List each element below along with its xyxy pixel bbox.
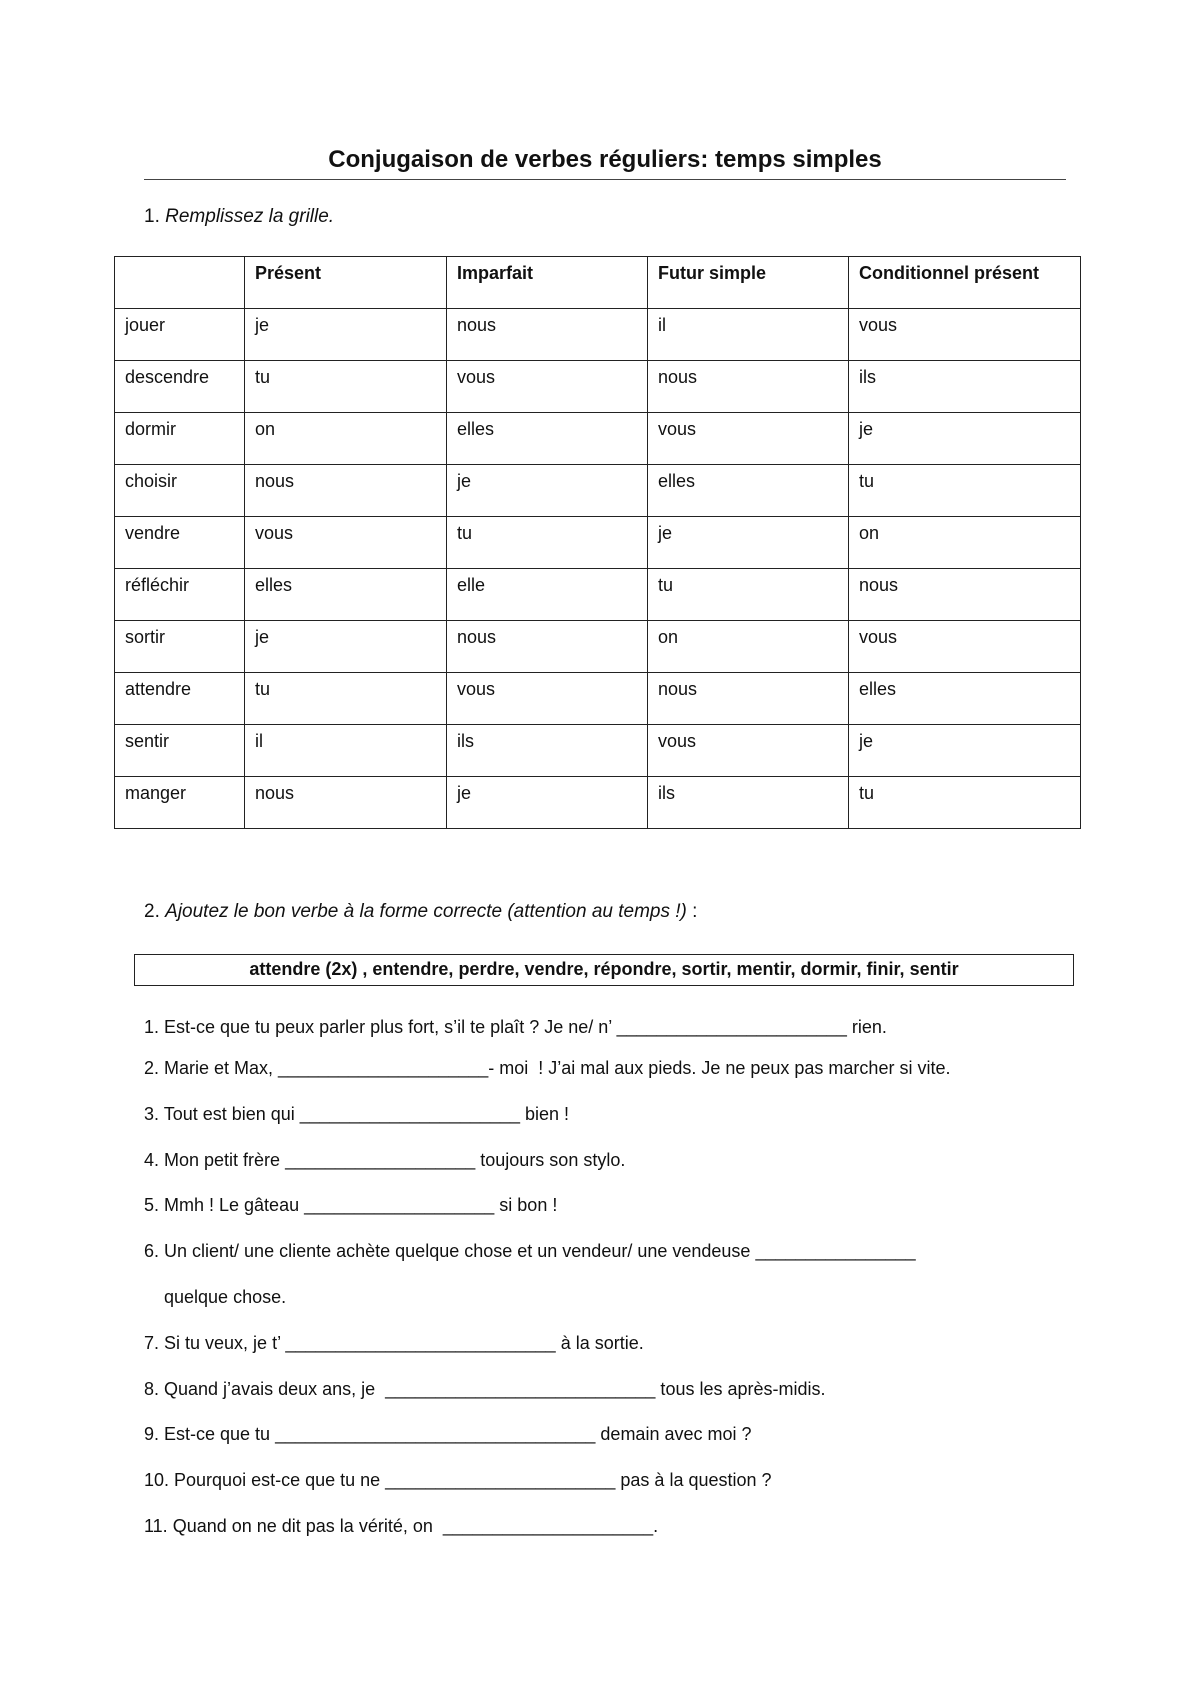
- answer-cell[interactable]: je: [849, 413, 1081, 465]
- answer-cell[interactable]: vous: [447, 673, 648, 725]
- answer-cell[interactable]: tu: [245, 361, 447, 413]
- grid-header-imparfait: Imparfait: [447, 257, 648, 309]
- section-2-suffix: :: [686, 901, 698, 922]
- answer-cell[interactable]: tu: [648, 569, 849, 621]
- verb-cell: réfléchir: [115, 569, 245, 621]
- table-row: [115, 465, 1081, 517]
- answer-cell[interactable]: vous: [849, 309, 1081, 361]
- grid-header-futur: Futur simple: [648, 257, 849, 309]
- page-title: Conjugaison de verbes réguliers: temps simples: [328, 146, 882, 173]
- answer-cell[interactable]: il: [245, 725, 447, 777]
- table-row: [115, 673, 1081, 725]
- answer-cell[interactable]: nous: [245, 777, 447, 829]
- answer-cell[interactable]: nous: [648, 361, 849, 413]
- answer-cell[interactable]: nous: [648, 673, 849, 725]
- verb-cell: sentir: [115, 725, 245, 777]
- answer-cell[interactable]: elles: [849, 673, 1081, 725]
- exercise-line: 9. Est-ce que tu ________________________________ demain avec moi ?: [144, 1424, 752, 1444]
- section-1-instruction: Remplissez la grille.: [165, 206, 335, 227]
- answer-cell[interactable]: tu: [447, 517, 648, 569]
- answer-cell[interactable]: je: [245, 621, 447, 673]
- exercise-line: 6. Un client/ une cliente achète quelque chose et un vendeur/ une vendeuse ________________: [144, 1241, 916, 1261]
- table-row: [115, 777, 1081, 829]
- answer-cell[interactable]: vous: [648, 725, 849, 777]
- verb-cell: choisir: [115, 465, 245, 517]
- verb-cell: manger: [115, 777, 245, 829]
- verb-cell: vendre: [115, 517, 245, 569]
- verb-cell: dormir: [115, 413, 245, 465]
- answer-cell[interactable]: elles: [447, 413, 648, 465]
- answer-cell[interactable]: vous: [447, 361, 648, 413]
- exercise-line: 3. Tout est bien qui ______________________ bien !: [144, 1104, 570, 1124]
- grid-header-present: Présent: [245, 257, 447, 309]
- grid-header-row: [115, 257, 1081, 309]
- exercise-line: 2. Marie et Max, _____________________- moi ! J’ai mal aux pieds. Je ne peux pas marcher si vite.: [144, 1058, 951, 1078]
- section-2-instruction: Ajoutez le bon verbe à la forme correcte (attention au temps !): [165, 901, 687, 922]
- answer-cell[interactable]: vous: [849, 621, 1081, 673]
- answer-cell[interactable]: nous: [849, 569, 1081, 621]
- exercise-line-continuation: quelque chose.: [144, 1287, 287, 1307]
- grid-header-conditionnel: Conditionnel présent: [849, 257, 1081, 309]
- section-1-number: 1.: [144, 206, 160, 227]
- answer-cell[interactable]: je: [447, 465, 648, 517]
- table-row: [115, 361, 1081, 413]
- section-1-heading: [144, 206, 334, 228]
- verb-cell: attendre: [115, 673, 245, 725]
- answer-cell[interactable]: on: [245, 413, 447, 465]
- table-row: [115, 309, 1081, 361]
- answer-cell[interactable]: nous: [447, 621, 648, 673]
- answer-cell[interactable]: je: [245, 309, 447, 361]
- answer-cell[interactable]: ils: [447, 725, 648, 777]
- table-row: [115, 517, 1081, 569]
- answer-cell[interactable]: ils: [849, 361, 1081, 413]
- grid-header-blank: [115, 257, 245, 309]
- table-row: [115, 413, 1081, 465]
- answer-cell[interactable]: tu: [849, 465, 1081, 517]
- section-2-number: 2.: [144, 901, 160, 922]
- answer-cell[interactable]: vous: [648, 413, 849, 465]
- title-underline: [144, 179, 1066, 180]
- answer-cell[interactable]: il: [648, 309, 849, 361]
- answer-cell[interactable]: je: [447, 777, 648, 829]
- answer-cell[interactable]: on: [648, 621, 849, 673]
- answer-cell[interactable]: elles: [245, 569, 447, 621]
- answer-cell[interactable]: tu: [245, 673, 447, 725]
- verb-cell: jouer: [115, 309, 245, 361]
- table-row: [115, 569, 1081, 621]
- exercise-line: 8. Quand j’avais deux ans, je ___________________________ tous les après-midis.: [144, 1379, 826, 1399]
- exercise-line: 10. Pourquoi est-ce que tu ne _______________________ pas à la question ?: [144, 1470, 772, 1490]
- verb-cell: sortir: [115, 621, 245, 673]
- exercise-line: 5. Mmh ! Le gâteau ___________________ si bon !: [144, 1195, 558, 1215]
- answer-cell[interactable]: tu: [849, 777, 1081, 829]
- answer-cell[interactable]: ils: [648, 777, 849, 829]
- answer-cell[interactable]: nous: [447, 309, 648, 361]
- answer-cell[interactable]: on: [849, 517, 1081, 569]
- answer-cell[interactable]: elle: [447, 569, 648, 621]
- answer-cell[interactable]: vous: [245, 517, 447, 569]
- word-bank: attendre (2x) , entendre, perdre, vendre, répondre, sortir, mentir, dormir, finir, sentir: [134, 954, 1074, 986]
- answer-cell[interactable]: elles: [648, 465, 849, 517]
- exercise-line: 4. Mon petit frère ___________________ toujours son stylo.: [144, 1150, 626, 1170]
- exercise-line: 7. Si tu veux, je t’ ___________________________ à la sortie.: [144, 1333, 644, 1353]
- answer-cell[interactable]: je: [648, 517, 849, 569]
- conjugation-grid: [114, 256, 1081, 829]
- table-row: [115, 621, 1081, 673]
- answer-cell[interactable]: nous: [245, 465, 447, 517]
- verb-cell: descendre: [115, 361, 245, 413]
- table-row: [115, 725, 1081, 777]
- exercise-line: 11. Quand on ne dit pas la vérité, on _____________________.: [144, 1516, 659, 1536]
- answer-cell[interactable]: je: [849, 725, 1081, 777]
- exercise-line: 1. Est-ce que tu peux parler plus fort, s’il te plaît ? Je ne/ n’ _______________________ rien.: [144, 1017, 887, 1037]
- section-2-heading: [144, 901, 697, 923]
